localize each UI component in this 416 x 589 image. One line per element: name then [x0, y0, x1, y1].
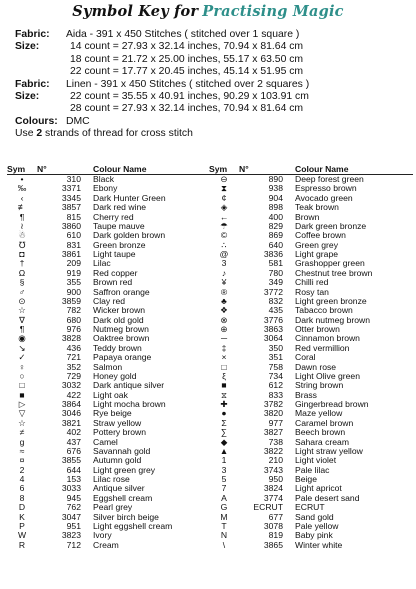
- table-row: [209, 541, 413, 550]
- symbol-cell: A: [221, 492, 227, 503]
- symbol-cell: 6: [19, 483, 25, 494]
- dmc-number-cell: 3046: [61, 408, 81, 419]
- dmc-number-cell: 437: [66, 436, 81, 447]
- dmc-number-cell: 3857: [61, 202, 81, 213]
- colour-name-cell: Dark antique silver: [93, 380, 165, 391]
- colour-name-cell: Teddy brown: [93, 342, 142, 353]
- symbol-cell: ♣: [221, 295, 227, 306]
- dmc-number-cell: 780: [268, 267, 283, 278]
- header-number: N°: [37, 164, 87, 175]
- colour-name-cell: Light Olive green: [295, 370, 360, 381]
- dmc-number-cell: 833: [268, 389, 283, 400]
- dmc-number-cell: 3033: [61, 483, 81, 494]
- dmc-number-cell: 351: [268, 352, 283, 363]
- symbol-cell: K: [19, 511, 25, 522]
- colour-name-cell: Light green bronze: [295, 295, 367, 306]
- colour-name-cell: Light oak: [93, 389, 128, 400]
- dmc-number-cell: 951: [66, 520, 81, 531]
- symbol-cell: ⊖: [220, 174, 228, 184]
- colours-row: [15, 116, 405, 128]
- colour-name-cell: Ivory: [93, 530, 112, 541]
- colour-name-cell: Taupe mauve: [93, 220, 145, 231]
- dmc-number-cell: 640: [268, 239, 283, 250]
- colour-name-cell: Camel: [93, 436, 118, 447]
- fabric-value: Aida - 391 x 450 Stitches ( stitched over 1 square ): [66, 29, 300, 40]
- dmc-number-cell: 3772: [263, 286, 283, 297]
- dmc-number-cell: 3345: [61, 192, 81, 203]
- dmc-number-cell: 644: [66, 464, 81, 475]
- colour-name-cell: Maze yellow: [295, 408, 343, 419]
- dmc-number-cell: 3836: [263, 249, 283, 259]
- symbol-cell: ≈: [19, 445, 25, 456]
- colour-name-cell: Light straw yellow: [295, 445, 363, 456]
- colour-name-cell: ECRUT: [295, 502, 325, 513]
- colour-name-cell: Clay red: [93, 295, 125, 306]
- dmc-number-cell: 402: [66, 427, 81, 438]
- symbol-cell: ‡: [221, 342, 227, 353]
- dmc-number-cell: 153: [66, 474, 81, 484]
- dmc-number-cell: 3823: [61, 530, 81, 541]
- symbol-cell: ∇: [19, 314, 25, 325]
- dmc-number-cell: 734: [268, 370, 283, 381]
- dmc-number-cell: 819: [268, 530, 283, 541]
- dmc-number-cell: 762: [66, 502, 81, 513]
- symbol-cell: ⊗: [220, 314, 228, 325]
- fabric-value: Linen - 391 x 450 Stitches ( stitched over 2 squares ): [66, 78, 310, 90]
- symbol-cell: ξ: [222, 370, 226, 381]
- symbol-cell: 8: [19, 492, 25, 503]
- symbol-cell: ¤: [19, 455, 25, 466]
- strands-note: Use 2 strands of thread for cross stitch: [15, 128, 193, 140]
- dmc-number-cell: 3824: [263, 483, 283, 494]
- dmc-number-cell: 904: [268, 192, 283, 203]
- symbol-cell: ▽: [18, 408, 26, 419]
- symbol-cell: 3: [221, 464, 227, 475]
- symbol-cell: ◆: [220, 436, 228, 447]
- symbol-cell: ❖: [220, 305, 228, 316]
- size-label: Size:: [15, 41, 40, 53]
- size-line: 14 count = 27.93 x 32.14 inches, 70.94 x 81.64 cm: [70, 41, 304, 53]
- symbol-cell: 7: [221, 483, 227, 494]
- symbol-cell: ○: [19, 370, 25, 381]
- dmc-number-cell: 676: [66, 445, 81, 456]
- title-accent: Practising Magic: [202, 3, 344, 20]
- colour-name-cell: Pale desert sand: [295, 492, 360, 503]
- dmc-number-cell: 3860: [61, 220, 81, 231]
- symbol-cell: G: [220, 502, 228, 513]
- dmc-number-cell: 3032: [61, 380, 81, 391]
- symbol-key-table-right: [209, 164, 413, 550]
- colour-name-cell: Light grape: [295, 249, 339, 259]
- dmc-number-cell: 712: [66, 539, 81, 550]
- header-colour-name: Colour Name: [289, 164, 413, 175]
- pattern-info: [15, 29, 405, 141]
- colour-name-cell: Deep forest green: [295, 174, 364, 184]
- symbol-cell: ¢: [221, 192, 227, 203]
- colour-name-cell: Light mocha brown: [93, 399, 166, 409]
- dmc-number-cell: 3859: [61, 295, 81, 306]
- dmc-number-cell: 869: [268, 230, 283, 241]
- dmc-number-cell: 976: [66, 324, 81, 334]
- colour-name-cell: Eggshell cream: [93, 492, 153, 503]
- colour-name-cell: Rosy tan: [295, 286, 329, 297]
- colour-name-cell: Brown: [295, 211, 320, 222]
- symbol-cell: 2: [19, 464, 25, 475]
- dmc-number-cell: 758: [268, 361, 283, 372]
- symbol-cell: ←: [219, 211, 229, 222]
- symbol-cell: ¶: [19, 324, 25, 334]
- dmc-number-cell: 729: [66, 370, 81, 381]
- colour-name-cell: Avocado green: [295, 192, 353, 203]
- symbol-cell: □: [19, 380, 25, 391]
- symbol-cell: ⊙: [18, 295, 26, 306]
- dmc-number-cell: 3865: [263, 539, 283, 550]
- dmc-number-cell: 919: [66, 267, 81, 278]
- dmc-number-cell: 3078: [263, 520, 283, 531]
- symbol-cell: ✓: [18, 352, 26, 363]
- dmc-number-cell: 436: [66, 342, 81, 353]
- table-header-row: [7, 164, 211, 175]
- size-label: Size:: [15, 90, 40, 102]
- colour-name-cell: Cinnamon brown: [295, 333, 360, 344]
- dmc-number-cell: 3371: [61, 183, 81, 194]
- dmc-number-cell: 832: [268, 295, 283, 306]
- symbol-cell: ∴: [221, 239, 227, 250]
- dmc-number-cell: 350: [268, 342, 283, 353]
- dmc-number-cell: 677: [268, 511, 283, 522]
- symbol-cell: P: [19, 520, 25, 531]
- colours-value: DMC: [66, 115, 90, 127]
- dmc-number-cell: 945: [66, 492, 81, 503]
- fabric-linen-row: [15, 79, 405, 91]
- symbol-cell: ☆: [18, 417, 26, 428]
- colour-name-cell: Gingerbread brown: [295, 399, 369, 409]
- dmc-number-cell: 355: [66, 277, 81, 288]
- colour-name-cell: Coral: [295, 352, 316, 363]
- symbol-cell: ↘: [18, 342, 26, 353]
- symbol-cell: ©: [220, 230, 228, 241]
- size-aida-row: [15, 41, 405, 53]
- symbol-cell: ‰: [17, 183, 27, 194]
- colour-name-cell: Tabacco brown: [295, 305, 353, 316]
- colour-name-cell: Grashopper green: [295, 258, 365, 269]
- symbol-cell: ◈: [220, 202, 228, 213]
- symbol-cell: Ω: [18, 267, 26, 278]
- symbol-cell: g: [19, 436, 25, 447]
- symbol-cell: ∑: [220, 427, 228, 438]
- size-line: 18 count = 21.72 x 25.00 inches, 55.17 x 63.50 cm: [70, 53, 304, 65]
- colour-name-cell: Cherry red: [93, 211, 134, 222]
- header-number: N°: [239, 164, 289, 175]
- dmc-number-cell: 680: [66, 314, 81, 325]
- colour-name-cell: Dark green bronze: [295, 220, 367, 231]
- symbol-cell: W: [17, 530, 27, 541]
- symbol-cell: ⧗: [220, 183, 228, 194]
- symbol-cell: ✚: [220, 399, 228, 409]
- dmc-number-cell: 3863: [263, 324, 283, 334]
- symbol-cell: ‹: [20, 192, 24, 203]
- colour-name-cell: Light violet: [295, 455, 337, 466]
- dmc-number-cell: 352: [66, 361, 81, 372]
- colour-name-cell: Autumn gold: [93, 455, 142, 466]
- colour-name-cell: Coffee brown: [295, 230, 346, 241]
- colours-label: Colours:: [15, 115, 58, 127]
- colour-name-cell: Red copper: [93, 267, 138, 278]
- symbol-cell: ◘: [19, 249, 25, 259]
- colour-name-cell: Oaktree brown: [93, 333, 150, 344]
- dmc-number-cell: 782: [66, 305, 81, 316]
- colour-name-cell: Pale lilac: [295, 464, 330, 475]
- fabric-aida-row: [15, 29, 405, 41]
- colour-name-cell: Dark nutmeg brown: [295, 314, 370, 325]
- size-linen-row: [15, 103, 405, 115]
- colour-name-cell: Chilli red: [295, 277, 329, 288]
- dmc-number-cell: 831: [66, 239, 81, 250]
- dmc-number-cell: 3782: [263, 399, 283, 409]
- colour-name-cell: Beech brown: [295, 427, 346, 438]
- dmc-number-cell: 3861: [61, 249, 81, 259]
- colour-name-cell: Light eggshell cream: [93, 520, 173, 531]
- dmc-number-cell: 3828: [61, 333, 81, 344]
- table-header-row: [209, 164, 413, 175]
- colour-name-cell: Dark Hunter Green: [93, 192, 166, 203]
- colour-name-cell: Green grey: [295, 239, 338, 250]
- colour-name-cell: String brown: [295, 380, 344, 391]
- colour-name-cell: Dark old gold: [93, 314, 144, 325]
- size-line: 28 count = 27.93 x 32.14 inches, 70.94 x 81.64 cm: [70, 103, 304, 115]
- symbol-cell: ®: [220, 286, 228, 297]
- symbol-cell: ¥: [221, 277, 227, 288]
- symbol-cell: ×: [221, 352, 227, 363]
- symbol-cell: T: [221, 520, 227, 531]
- dmc-number-cell: 3064: [263, 333, 283, 344]
- size-line: 22 count = 17.77 x 20.45 inches, 45.14 x 51.95 cm: [70, 66, 304, 78]
- header-sym: Sym: [209, 164, 239, 175]
- colour-name-cell: Sahara cream: [295, 436, 349, 447]
- symbol-cell: ▲: [219, 445, 229, 456]
- symbol-cell: ♂: [18, 286, 26, 297]
- table-row: [7, 541, 211, 550]
- colour-name-cell: Saffron orange: [93, 286, 150, 297]
- dmc-number-cell: 721: [66, 352, 81, 363]
- colour-name-cell: Chestnut tree brown: [295, 267, 373, 278]
- symbol-cell: ▷: [18, 399, 26, 409]
- symbol-key-table-left: [7, 164, 211, 550]
- dmc-number-cell: 3855: [61, 455, 81, 466]
- colour-name-cell: Sand gold: [295, 511, 334, 522]
- dmc-number-cell: 435: [268, 305, 283, 316]
- dmc-number-cell: 400: [268, 211, 283, 222]
- colour-name-cell: Caramel brown: [295, 417, 354, 428]
- dmc-number-cell: 900: [66, 286, 81, 297]
- symbol-cell: □: [221, 361, 227, 372]
- symbol-cell: ☆: [18, 305, 26, 316]
- colour-name-cell: Light taupe: [93, 249, 136, 259]
- size-aida-row: [15, 54, 405, 66]
- symbol-cell: ●: [221, 408, 227, 419]
- dmc-number-cell: 890: [268, 174, 283, 184]
- colour-name-cell: Green bronze: [93, 239, 146, 250]
- symbol-cell: 4: [19, 474, 25, 484]
- symbol-cell: M: [220, 511, 228, 522]
- page-title: [0, 3, 416, 20]
- colour-name-cell: Lilac rose: [93, 474, 130, 484]
- symbol-cell: \: [222, 539, 226, 550]
- colour-name-cell: Ebony: [93, 183, 118, 194]
- dmc-number-cell: 3047: [61, 511, 81, 522]
- colour-name-cell: Honey gold: [93, 370, 137, 381]
- symbol-cell: ─: [220, 333, 228, 344]
- symbol-cell: 1: [221, 455, 227, 466]
- symbol-cell: •: [20, 174, 24, 184]
- colour-name-cell: Brass: [295, 389, 317, 400]
- colour-name-cell: Antique silver: [93, 483, 145, 494]
- symbol-cell: ■: [19, 389, 25, 400]
- dmc-number-cell: 612: [268, 380, 283, 391]
- strands-row: [15, 128, 405, 140]
- colour-name-cell: Beige: [295, 474, 317, 484]
- dmc-number-cell: 815: [66, 211, 81, 222]
- symbol-cell: ■: [221, 380, 227, 391]
- dmc-number-cell: 3743: [263, 464, 283, 475]
- dmc-number-cell: 210: [268, 455, 283, 466]
- colour-name-cell: Winter white: [295, 539, 343, 550]
- symbol-cell: ≠: [19, 427, 25, 438]
- dmc-number-cell: 938: [268, 183, 283, 194]
- symbol-cell: 3: [221, 258, 227, 269]
- fabric-label: Fabric:: [15, 78, 50, 90]
- symbol-cell: ¶: [19, 211, 25, 222]
- symbol-cell: ≢: [17, 202, 27, 213]
- size-line: 22 count = 35.55 x 40.91 inches, 90.29 x 103.91 cm: [70, 90, 309, 102]
- dmc-number-cell: ECRUT: [253, 502, 283, 513]
- dmc-number-cell: 3864: [61, 399, 81, 409]
- colour-name-cell: Lilac: [93, 258, 111, 269]
- symbol-cell: ℧: [18, 239, 26, 250]
- colour-name-cell: Papaya orange: [93, 352, 152, 363]
- symbol-cell: 5: [221, 474, 227, 484]
- colour-name-cell: Pale yellow: [295, 520, 339, 531]
- dmc-number-cell: 3774: [263, 492, 283, 503]
- colour-name-cell: Nutmeg brown: [93, 324, 149, 334]
- colour-name-cell: Red vermillion: [295, 342, 350, 353]
- dmc-number-cell: 3822: [263, 445, 283, 456]
- dmc-number-cell: 310: [66, 174, 81, 184]
- symbol-cell: ⊕: [220, 324, 228, 334]
- symbol-cell: N: [220, 530, 228, 541]
- size-linen-row: [15, 91, 405, 103]
- colour-name-cell: Black: [93, 174, 115, 184]
- symbol-cell: ⧖: [220, 389, 228, 400]
- dmc-number-cell: 3821: [61, 417, 81, 428]
- symbol-cell: R: [18, 539, 26, 550]
- colour-name-cell: Light green grey: [93, 464, 156, 475]
- colour-name-cell: Savannah gold: [93, 445, 151, 456]
- colour-name-cell: Straw yellow: [93, 417, 142, 428]
- colour-name-cell: Cream: [93, 539, 119, 550]
- dmc-number-cell: 610: [66, 230, 81, 241]
- symbol-cell: ≀: [20, 220, 24, 231]
- symbol-cell: ♪: [221, 267, 227, 278]
- symbol-cell: ☂: [220, 220, 228, 231]
- colour-name-cell: Silver birch beige: [93, 511, 159, 522]
- colour-name-cell: Brown red: [93, 277, 133, 288]
- colour-name-cell: Otter brown: [295, 324, 340, 334]
- header-colour-name: Colour Name: [87, 164, 211, 175]
- size-aida-row: [15, 66, 405, 78]
- title-main: Symbol Key for: [72, 3, 199, 20]
- symbol-cell: ◉: [18, 333, 26, 344]
- colour-name-cell: Teak brown: [295, 202, 339, 213]
- dmc-number-cell: 977: [268, 417, 283, 428]
- dmc-number-cell: 3776: [263, 314, 283, 325]
- colour-name-cell: Pearl grey: [93, 502, 133, 513]
- dmc-number-cell: 349: [268, 277, 283, 288]
- colour-name-cell: Dawn rose: [295, 361, 337, 372]
- header-sym: Sym: [7, 164, 37, 175]
- colour-name-cell: Pottery brown: [93, 427, 147, 438]
- dmc-number-cell: 950: [268, 474, 283, 484]
- dmc-number-cell: 829: [268, 220, 283, 231]
- fabric-label: Fabric:: [15, 29, 50, 40]
- dmc-number-cell: 738: [268, 436, 283, 447]
- symbol-cell: D: [18, 502, 26, 513]
- dmc-number-cell: 898: [268, 202, 283, 213]
- dmc-number-cell: 209: [66, 258, 81, 269]
- symbol-cell: ☃: [18, 230, 26, 241]
- dmc-number-cell: 3820: [263, 408, 283, 419]
- symbol-cell: ♀: [18, 361, 26, 372]
- symbol-cell: †: [19, 258, 25, 269]
- colour-name-cell: Dark golden brown: [93, 230, 166, 241]
- colour-name-cell: Baby pink: [295, 530, 333, 541]
- symbol-cell: §: [19, 277, 25, 288]
- dmc-number-cell: 581: [268, 258, 283, 269]
- colour-name-cell: Salmon: [93, 361, 123, 372]
- colour-name-cell: Espresso brown: [295, 183, 357, 194]
- symbol-cell: @: [219, 249, 229, 259]
- colour-name-cell: Dark red wine: [93, 202, 147, 213]
- symbol-cell: Σ: [221, 417, 227, 428]
- colour-name-cell: Rye beige: [93, 408, 132, 419]
- dmc-number-cell: 3827: [263, 427, 283, 438]
- colour-name-cell: Wicker brown: [93, 305, 146, 316]
- colour-name-cell: Light apricot: [295, 483, 342, 494]
- dmc-number-cell: 422: [66, 389, 81, 400]
